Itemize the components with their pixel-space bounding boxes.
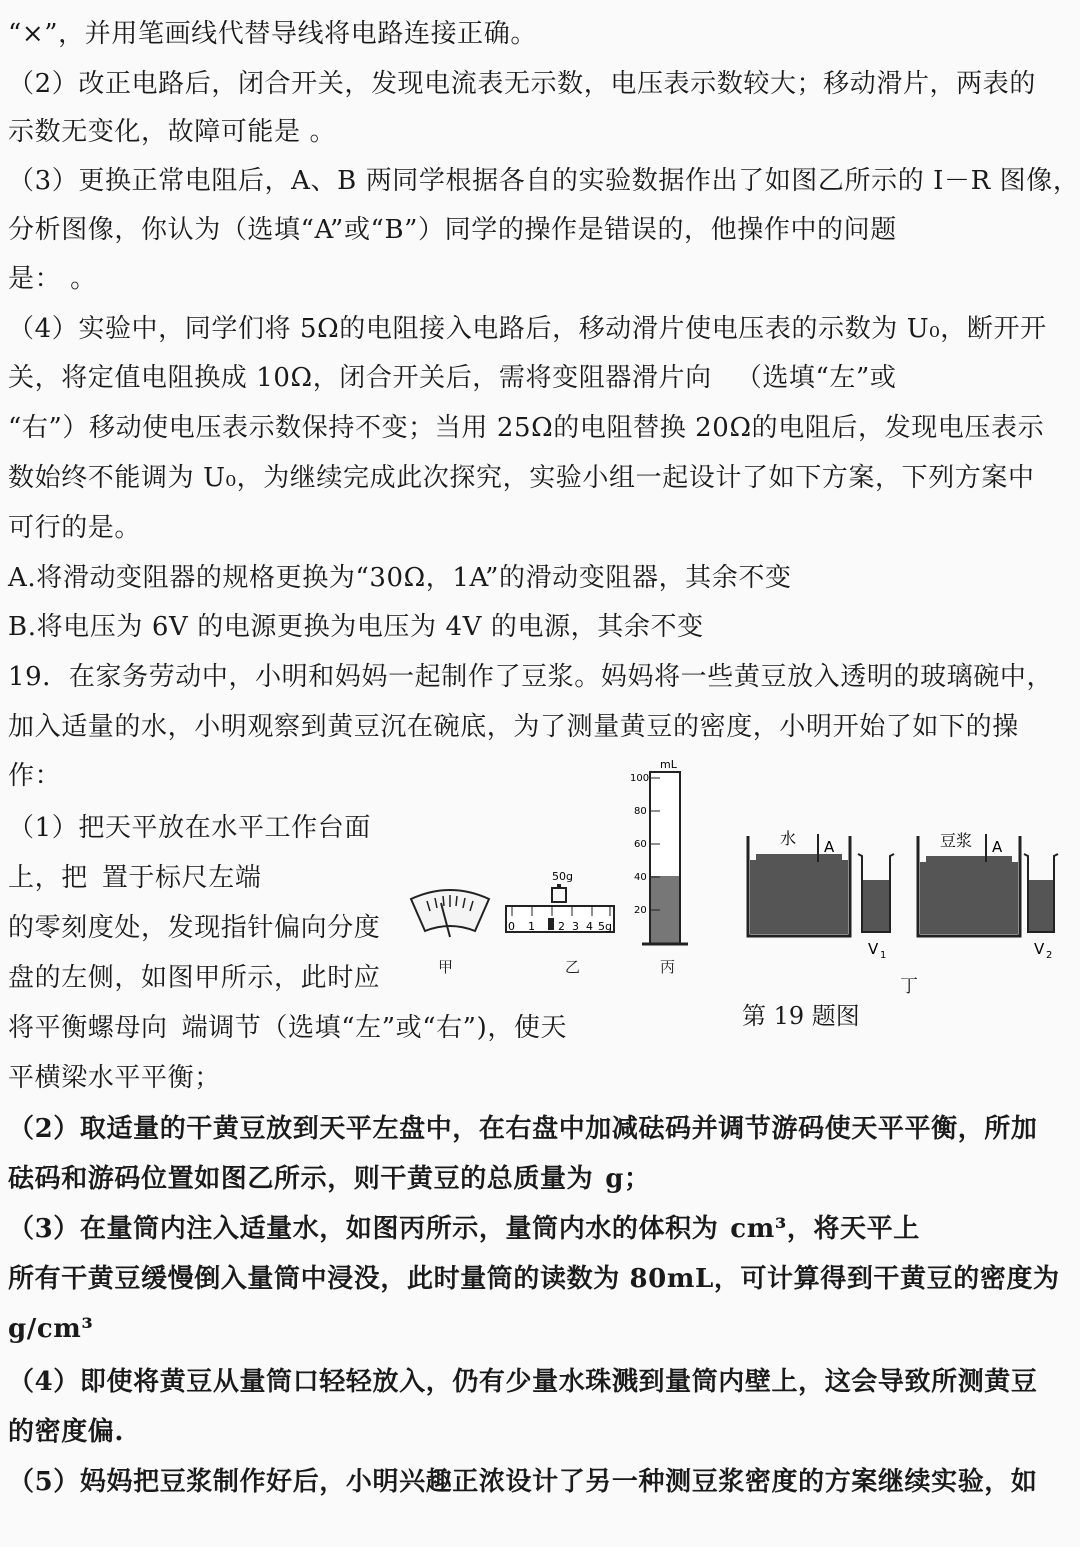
text-line: 关，将定值电阻换成 10Ω，闭合开关后，需将变阻器滑片向 （选填“左”或 xyxy=(8,363,897,393)
ruler-weight-figure xyxy=(500,868,620,948)
text-line: 作： xyxy=(8,761,62,791)
text-line: 的密度偏. xyxy=(8,1417,125,1447)
text-line: 砝码和游码位置如图乙所示，则干黄豆的总质量为 g； xyxy=(8,1164,651,1194)
text-line: （5）妈妈把豆浆制作好后，小明兴趣正浓设计了另一种测豆浆密度的方案继续实验，如 xyxy=(8,1467,1038,1497)
bowls-figure xyxy=(742,822,1060,972)
text-line: （4）实验中，同学们将 5Ω的电阻接入电路后，移动滑片使电压表的示数为 U₀，断开开 xyxy=(8,314,1047,344)
svg-text:V: V xyxy=(1034,940,1045,958)
text-line: （4）即使将黄豆从量筒口轻轻放入，仍有少量水珠溅到量筒内壁上，这会导致所测黄豆 xyxy=(8,1367,1038,1397)
text-line: 盘的左侧，如图甲所示，此时应 xyxy=(8,963,381,993)
figure-label-jia: 甲 xyxy=(438,958,454,976)
svg-text:A: A xyxy=(992,838,1003,856)
text-line: （2）改正电路后，闭合开关，发现电流表无示数，电压表示数较大；移动滑片，两表的 xyxy=(8,69,1036,99)
figure-label-ding: 丁 xyxy=(900,976,918,997)
text-line: 的零刻度处，发现指针偏向分度 xyxy=(8,913,381,943)
text-line: （3）更换正常电阻后，A、B 两同学根据各自的实验数据作出了如图乙所示的 I－R 图像， xyxy=(8,166,1080,196)
svg-text:4: 4 xyxy=(586,920,593,933)
svg-text:0: 0 xyxy=(508,920,515,933)
svg-text:80: 80 xyxy=(634,806,647,817)
text-line: 数始终不能调为 U₀，为继续完成此次探究，实验小组一起设计了如下方案，下列方案中 xyxy=(8,463,1035,493)
text-line: 分析图像，你认为（选填“A”或“B”）同学的操作是错误的，他操作中的问题 xyxy=(8,215,897,245)
balance-dial-figure xyxy=(405,885,495,945)
svg-text:60: 60 xyxy=(634,839,647,850)
text-line: （2）取适量的干黄豆放到天平左盘中，在右盘中加减砝码并调节游码使天平平衡，所加 xyxy=(8,1114,1038,1144)
svg-text:mL: mL xyxy=(660,758,677,771)
text-line: 所有干黄豆缓慢倒入量筒中浸没，此时量筒的读数为 80mL，可计算得到干黄豆的密度为 xyxy=(8,1264,1060,1294)
water-fill xyxy=(750,860,848,934)
text-line: A.将滑动变阻器的规格更换为“30Ω，1A”的滑动变阻器，其余不变 xyxy=(8,563,792,593)
svg-text:20: 20 xyxy=(634,905,647,916)
text-line: （3）在量筒内注入适量水，如图丙所示，量筒内水的体积为 cm³，将天平上 xyxy=(8,1214,920,1244)
svg-text:水: 水 xyxy=(780,829,797,848)
text-line: 可行的是。 xyxy=(8,513,142,543)
figure-caption: 第 19 题图 xyxy=(742,1002,860,1030)
text-line: 平横梁水平平衡； xyxy=(8,1063,221,1093)
svg-text:1: 1 xyxy=(528,920,535,933)
figure-label-yi: 乙 xyxy=(565,958,581,976)
text-line: “右”）移动使电压表示数保持不变；当用 25Ω的电阻替换 20Ω的电阻后，发现电压表示 xyxy=(8,413,1045,443)
svg-text:3: 3 xyxy=(572,920,579,933)
soymilk-fill xyxy=(920,862,1018,934)
text-line: 示数无变化，故障可能是 。 xyxy=(8,117,337,147)
figure-label-bing: 丙 xyxy=(660,958,676,976)
text-line: 加入适量的水，小明观察到黄豆沉在碗底，为了测量黄豆的密度，小明开始了如下的操 xyxy=(8,712,1019,742)
text-line: （1）把天平放在水平工作台面 xyxy=(8,813,371,843)
graduated-cylinder-figure xyxy=(628,756,694,956)
weight-icon xyxy=(552,888,566,902)
text-line: “×”，并用笔画线代替导线将电路连接正确。 xyxy=(8,19,537,49)
text-line: 上，把 置于标尺左端 xyxy=(8,863,262,893)
text-line: B.将电压为 6V 的电源更换为电压为 4V 的电源，其余不变 xyxy=(8,612,704,642)
svg-text:2: 2 xyxy=(1046,950,1053,961)
weight-label: 50g xyxy=(552,870,573,883)
svg-text:40: 40 xyxy=(634,872,647,883)
svg-text:豆浆: 豆浆 xyxy=(940,831,973,850)
svg-text:5g: 5g xyxy=(598,920,612,933)
text-line: g/cm³ xyxy=(8,1314,94,1344)
text-line: 将平衡螺母向 端调节（选填“左”或“右”)，使天 xyxy=(8,1013,568,1043)
text-line: 19．在家务劳动中，小明和妈妈一起制作了豆浆。妈妈将一些黄豆放入透明的玻璃碗中， xyxy=(8,662,1054,692)
svg-text:2: 2 xyxy=(558,920,565,933)
svg-text:1: 1 xyxy=(880,950,887,961)
svg-text:V: V xyxy=(868,940,879,958)
svg-text:100: 100 xyxy=(630,773,650,784)
svg-text:A: A xyxy=(824,838,835,856)
text-line: 是： 。 xyxy=(8,264,97,294)
rider-icon xyxy=(548,918,554,930)
